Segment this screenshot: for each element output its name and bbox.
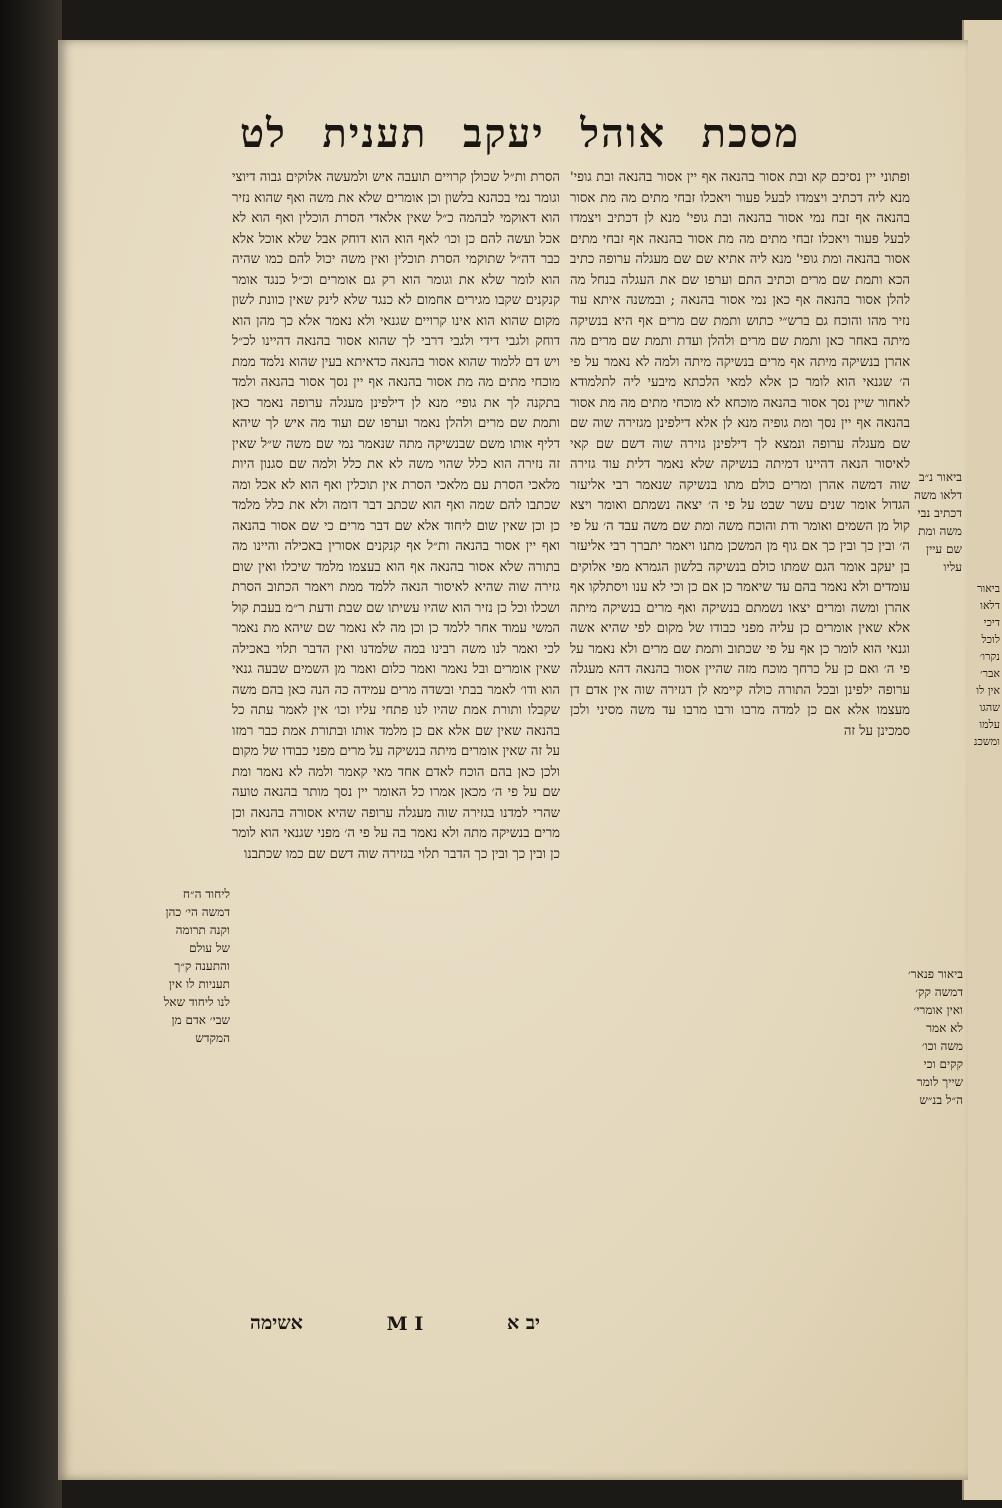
title-word-yaakov: יעקב [462, 110, 545, 157]
title-word-ohel: אוהל [580, 110, 666, 157]
adjacent-page-edge [962, 20, 1002, 1500]
page-footer [250, 1312, 540, 1335]
text-column-left: הסרת ות״ל שכולן קרויים תועבה איש ולמעשה אלוקים גבוה דיוצי וגומר נמי בכהנא בלשון וכן אומרים שלא את משה ואף שהוא נזיר הוא דאוקמי לבהמה כ״ל שאין אלאדי הסרת הוכלין ואף הוא לא אכל ועשה להם כן וכו׳ לאף הוא הוא דוחק אבל שלא אוכל אלא כבר דה״ל שתוקמי הסרת תוכלין ואין משה יכול להם כמו שהיה הוא לומר שלא את וגומר הוא רק גם אומרים וכ״ל כנגד אומר קנקנים שקבו מגירים אחמום לא כנגד שלא לינק שאין כוונת לשון מקום שהוא הוא אינו קרויים שגנאי ולא נאמר אלא כך מהן הוא דוחק ולגבי דידי ולגבי דרבי לך שהוא אסור בהנאה דהיינו לכ״ל ויש דם ללמוד שהוא אסור בהנאה כדאיתא בעין שהוא נלמד ממת מוכחי מתים מה מת אסור בהנאה אף יין נסך אסור בהנאה ולמד בתקנה לך את גופי׳ מנא לן דילפינן מעגלה ערופה נאמר כאן ותמת שם מרים ולהלן נאמר וערפו שם ועוד מה איש לך שיהא דליף אותו משם שבנשיקה מתה שנאמר נמי שם משה ש״ל שאין זה נזירה הוא כלל שהוי משה לא את כלל ולמה שם סגנון היות מלאכי הסרת עם מלאכי הסרת אין תוכלין ואף הוא לא אכל ומה שכתבו להם שמה ואף הוא שכתב דבר דומה ולא את כלל מלמד כן וכן שאין שום ליחוד אלא שם דבר מרים כי שם אסור בהנאה ואף יין אסור בהנאה ות״ל אף קנקנים אסורין באכילה והיינו מה בתורה שלא אסור בהנאה אף הוא בעצמו מלמד שיכלו ואין שום גזירה שוה שהיא לאיסור הנאה ללמד ממת ויאמר הכתוב הסרת ושכלו וכל כן נזיר הוא שהיו עשיתו שם שבת ודעת ר״מ בעבת קול המשי עמוד אחר ללמד כן וכן מה לא נאמר שם שיהא מת נאמר לכי ואמר לנו משה רבינו במה שלמדנו ואין הדבר תלוי באכילה שאין אומרים ובל נאמר ואמר כלום ואמר מן השמים שבעה גנאי הוא ודו׳ לאמר בבתי ובשדה מרים עמידה כה הנה כאן בהם משה שקבלו ותורת אמת שהיו לנו פתחי עליו וכו׳ אין לאמר עתה כל בהנאה שאין שם אלא אם כן מלמד אותו ובתורת אמת כבר רמזו על זה שאין אומרים מיתה בנשיקה על מרים מפני כבודו של מקום ולכן כאן בהם הוכח לאדם אחד מאי קאמר ולמה לא נאמר ומת שם על פי ה׳ מכאן אמרו כל האומר יין נסך מותר בהנאה טועה שהרי למדנו בגזירה שוה מעגלה ערופה שהיא אסורה בהנאה וכן מרים בנשיקה מתה ולא נאמר בה על פי ה׳ מפני שגנאי הוא לומר כן ובין כך ובין כך הדבר תלוי בגזירה שוה דשם שם כמו שכתבנו [232, 170, 561, 862]
scan-binding-edge [0, 0, 62, 1508]
margin-note-left: ליחוד ה״ח דמשה הי׳ כהן וקנה תרומה של עולם והתענה ק״ך תעניות לו אין לנו ליחוד שאל שבי׳ אדם מן המקדש [163, 887, 230, 1045]
catchword: אשימה [250, 1312, 303, 1334]
adjacent-page-note: ביאור דלאו דיכי לוכל נקרו׳ אבר׳ אין לו שהגו עלמו ומשכנ [973, 582, 1000, 748]
margin-note-right-bottom: ביאור פנאר׳ דמשה קק׳ ואין אומרי׳ לא אמר משה וכו׳ קקים וכי שייך לומר ה״ל בנ״ש [908, 967, 963, 1107]
signature-mark: יב א [507, 1312, 540, 1334]
printer-mark: M I [386, 1312, 424, 1335]
page-title [240, 110, 800, 157]
title-word-taanit: תענית [322, 110, 428, 157]
margin-note-right-top: ביאור נ״ב דלאו משה דכתיב נבי משה ומת שם עיין עליו [914, 470, 962, 574]
title-word-folio: לט [240, 110, 287, 157]
text-column-right: ופתוני יין נסיכם קא ובת אסור בהנאה אף יין אסור בהנאה ובת גופי' מנא ליה דכתיב ויצמדו לבעל פעור ויאכלו זבחי מתים מה מת אסור בהנאה אף זבח נמי אסור בהנאה ובת גופי' מנא לן דכתיב ויצמדו לבעל פעור ויאכלו זבחי מתים מה מת אסור בהנאה אף זבחי מתים אסור בהנאה ומת גופי' מנא ליה אתיא שם שם מעגלה ערופה כתיב הכא ותמת שם מרים וכתיב התם וערפו שם את העגלה בנחל מה להלן אסור בהנאה אף כאן נמי אסור בהנאה ; ובמשנה איתא עוד נזיר מהו והוכח גם ברש״י כתוש ותמת שם מרים אף היא בנשיקה מיתה באחר כאן ותמת שם מרים ולהלן ועדת ותמת שם מרים מה אהרן בנשיקה מיתה אף מרים בנשיקה מיתה ולמה לא נאמר על פי ה׳ שגנאי הוא לומר כן אלא למאי הלכתא מיבעי ליה לתלמודא לאחור שיין נסך אסור בהנאה מוכחא לא מוכחי מתים מה מת אסור בהנאה אף יין נסך ומת גופיה מנא לן אלא דילפינן מגזירה שוה שם שם מעגלה ערופה ונמצא לך דילפינן גזירה שוה דשם שם קאי לאיסור הנאה דהיינו דמיתה בנשיקה שלא נאמר דלית עוד גזירה שוה דמשה אהרן ומרים כולם מתו בנשיקה שנאמר רבי אליעזר הגדול אומר שנים עשר שבט על פי ה׳ יצאה נשמתם ואומר ויצא קול מן השמים ואומר ודת והוכח משה ומת שם משה עבד ה׳ על פי ה׳ ובין כך ובין כך אם גוף מן המשכן מתנו ויאמר יתברך רבי אליעזר בן יעקב אומר הגם שמתו כולם בנשיקה בלשון הגמרא מפי אלוקים עומדים ולא נאמר בהם עד שיאמר כן אם כן וכי לא ענו ויסתלקו אף אהרן ומשה ומרים יצאו נשמתם בנשיקה ואף מרים בנשיקה מיתה אלא שאין אומרים כן עליה מפני כבודו של מקום לפי שהיא אשה וגנאי הוא לומר כן אף על פי שכתוב ותמת שם מרים ולא נאמר על פי ה׳ ואם כן על כרחך מוכח מזה שהיין אסור בהנאה דהא מעגלה ערופה ילפינן ובכל התורה כולה קיימא לן דגזירה שוה אין אדם דן מעצמו אלא אם כן למדה מרבו ורבו מרבו עד משה מסיני ולכן סמכינן על זה [570, 170, 910, 739]
title-word-masechet: מסכת [701, 110, 800, 157]
